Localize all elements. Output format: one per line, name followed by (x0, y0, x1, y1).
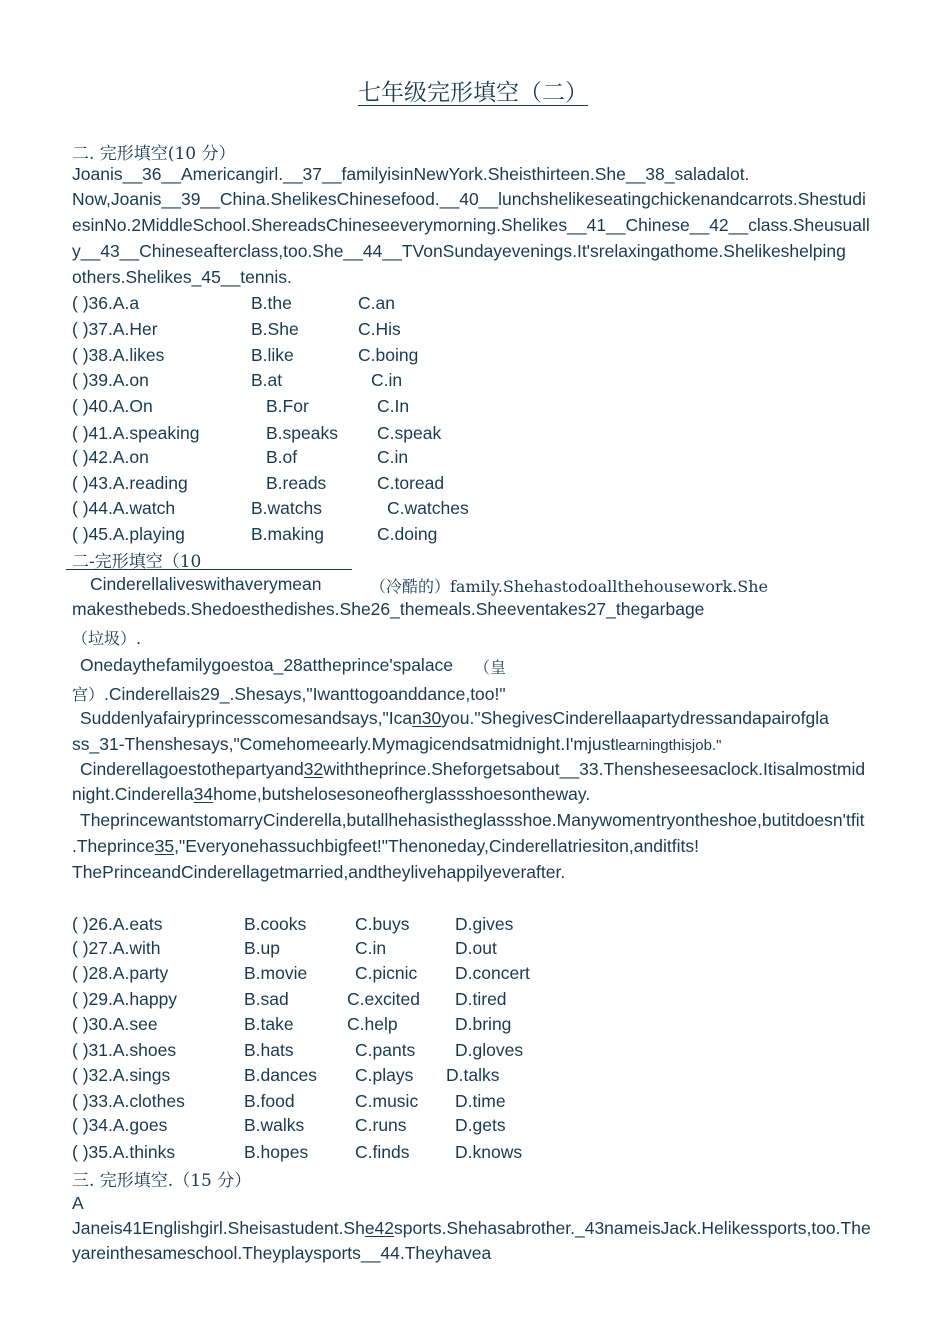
option-30-b: B.take (244, 1014, 294, 1034)
option-35-b: B.hopes (244, 1142, 309, 1162)
s2-line-8d: aclock.Itisalmostmid (708, 759, 866, 779)
option-34-d: D.gets (455, 1115, 506, 1135)
option-26-c: C.buys (355, 914, 410, 934)
s2-line-12: ThePrinceandCinderellagetmarried,andtheylivehappilyeverafter. (72, 862, 566, 882)
s2-line-9c: home,butshelosesoneofherglassshoesontheway. (213, 784, 591, 804)
option-34-c: C.runs (355, 1115, 407, 1135)
option-36-c: C.an (358, 293, 395, 313)
option-26-b: B.cooks (244, 914, 307, 934)
s1-passage-line-5: others.Shelikes_45__tennis. (72, 267, 292, 287)
s3-blank-42: e42 (364, 1218, 395, 1238)
s2-line-9a: night.Cinderella (72, 784, 194, 804)
option-33-d: D.time (455, 1091, 506, 1111)
section-3-heading: 三. 完形填空.（15 分） (72, 1171, 252, 1191)
s2-line-5b: .Cinderellais29_.Shesays,"Iwanttogoanddance,too!" (104, 684, 506, 704)
option-35-d: D.knows (455, 1142, 523, 1162)
option-31-b: B.hats (244, 1040, 294, 1060)
s2-line-9 (72, 784, 590, 805)
question-33: ( )33.A.clothes (72, 1091, 185, 1111)
s2-line-1a: Cinderellaliveswithaverymean (90, 574, 322, 594)
option-39-b: B.at (251, 370, 283, 390)
option-33-c: C.music (355, 1091, 419, 1111)
option-28-d: D.concert (455, 963, 530, 983)
option-34-b: B.walks (244, 1115, 305, 1135)
question-39: ( )39.A.on (72, 370, 149, 390)
s1-passage-line-4: y__43__Chineseafterclass,too.She__44__TVonSundayevenings.It'srelaxingathome.Shelikeshelping (72, 241, 846, 261)
s2-blank-32: 32 (303, 759, 324, 779)
option-44-b: B.watchs (251, 498, 322, 518)
option-38-c: C.boing (358, 345, 419, 365)
option-42-c: C.in (377, 447, 409, 467)
question-36: ( )36.A.a (72, 293, 140, 313)
s1-passage-line-3: esinNo.2MiddleSchool.ShereadsChineseeverymorning.Shelikes__41__Chinese__42__class.Sheusuall (72, 215, 870, 235)
option-44-c: C.watches (387, 498, 469, 518)
question-27: ( )27.A.with (72, 938, 161, 958)
s2-blank-35: 35 (154, 836, 175, 856)
s2-line-7a: ss_31-Thenshesays,"Comehomeearly.Mymagicendsatmidnight.I'mjust (72, 734, 616, 754)
s3-line-1c: sports.Shehasabrother._43nameisJack.Helikessports,too.The (394, 1218, 871, 1238)
option-26-d: D.gives (455, 914, 514, 934)
question-35: ( )35.A.thinks (72, 1142, 176, 1162)
s2-line-4a: Onedaythefamilygoestoa_28attheprince'spalace (80, 655, 454, 675)
s2-line-2: makesthebeds.Shedoesthedishes.She26_themeals.Sheeventakes27_thegarbage (72, 599, 705, 619)
question-45: ( )45.A.playing (72, 524, 185, 544)
question-41: ( )41.A.speaking (72, 423, 200, 443)
s2-line-7 (72, 734, 721, 755)
page-title: 七年级完形填空（二） (358, 80, 588, 106)
s2-line-1b (370, 574, 768, 597)
s2-line-11c: ,"Everyonehassuchbigfeet!"Thenoneday,Cinderellatriesiton,anditfits! (174, 836, 699, 856)
question-28: ( )28.A.party (72, 963, 169, 983)
option-45-c: C.doing (377, 524, 438, 544)
option-43-b: B.reads (266, 473, 327, 493)
s2-line-8a: Cinderellagoestothepartyand (80, 759, 304, 779)
option-43-c: C.toread (377, 473, 445, 493)
s2-line-11 (72, 836, 699, 857)
option-40-b: B.For (266, 396, 309, 416)
option-37-c: C.His (358, 319, 401, 339)
option-35-c: C.finds (355, 1142, 410, 1162)
option-45-b: B.making (251, 524, 324, 544)
s2-blank-34: 34 (193, 784, 214, 804)
question-40: ( )40.A.On (72, 396, 153, 416)
option-40-c: C.In (377, 396, 410, 416)
option-31-c: C.pants (355, 1040, 416, 1060)
s2-line-3: （垃圾）. (72, 629, 142, 648)
s2-line-5 (72, 682, 506, 705)
s3-line-1a: Janeis41Englishgirl.Sheisastudent.Sh (72, 1218, 365, 1238)
option-30-d: D.bring (455, 1014, 512, 1034)
s3-line-1 (72, 1218, 871, 1239)
section-3-part-a: A (72, 1193, 84, 1213)
option-33-b: B.food (244, 1091, 295, 1111)
question-34: ( )34.A.goes (72, 1115, 168, 1135)
section-1-heading: 二. 完形填空(10 分） (72, 144, 236, 164)
question-26: ( )26.A.eats (72, 914, 163, 934)
option-31-d: D.gloves (455, 1040, 524, 1060)
option-39-c: C.in (371, 370, 403, 390)
option-32-c: C.plays (355, 1065, 414, 1085)
s2-line-6 (80, 708, 829, 729)
s2-line-8 (80, 759, 865, 780)
option-32-b: B.dances (244, 1065, 317, 1085)
s2-line-11a: .Theprince (72, 836, 155, 856)
option-27-b: B.up (244, 938, 280, 958)
option-29-d: D.tired (455, 989, 507, 1009)
question-29: ( )29.A.happy (72, 989, 178, 1009)
s1-passage-line-2: Now,Joanis__39__China.ShelikesChinesefood.__40__lunchshelikeseatingchickenandcarrots.Shestudi (72, 189, 866, 209)
s2-line-10: TheprincewantstomarryCinderella,butallhehasistheglassshoe.Manywomentryontheshoe,butitdoesn'tfit (80, 810, 865, 830)
s2-line-4b: （皇 (474, 658, 507, 677)
option-27-c: C.in (355, 938, 387, 958)
option-27-d: D.out (455, 938, 497, 958)
option-38-b: B.like (251, 345, 294, 365)
option-30-c: C.help (347, 1014, 398, 1034)
option-37-b: B.She (251, 319, 299, 339)
option-41-c: C.speak (377, 423, 442, 443)
question-37: ( )37.A.Her (72, 319, 158, 339)
s2-line-8c: withtheprince.Sheforgetsabout__33.Thenshesees (323, 759, 709, 779)
s2-line-6c: you."ShegivesCinderellaapartydressandapairofgla (441, 708, 829, 728)
s1-passage-line-1: Joanis__36__Americangirl.__37__familyisinNewYork.Sheisthirteen.She__38_saladalot. (72, 164, 750, 184)
s3-line-2: yareinthesameschool.Theyplaysports__44.Theyhavea (72, 1243, 492, 1263)
question-32: ( )32.A.sings (72, 1065, 171, 1085)
section-2-divider (66, 569, 352, 570)
question-42: ( )42.A.on (72, 447, 149, 467)
option-42-b: B.of (266, 447, 298, 467)
question-30: ( )30.A.see (72, 1014, 158, 1034)
s2-line-5a: 宫） (72, 685, 105, 704)
option-28-c: C.picnic (355, 963, 418, 983)
option-29-c: C.excited (347, 989, 420, 1009)
option-36-b: B.the (251, 293, 292, 313)
question-44: ( )44.A.watch (72, 498, 176, 518)
s2-line-1b-text: （冷酷的）family.Shehastodoallthehousework.She (370, 577, 768, 596)
option-29-b: B.sad (244, 989, 289, 1009)
option-41-b: B.speaks (266, 423, 338, 443)
s2-line-7b: learningthisjob." (615, 737, 722, 754)
question-43: ( )43.A.reading (72, 473, 188, 493)
section-2-heading: 二-完形填空（10 (72, 552, 202, 572)
s2-blank-30: n30 (412, 708, 442, 728)
option-28-b: B.movie (244, 963, 308, 983)
s2-line-6a: Suddenlyafairyprincesscomesandsays,"Ica (80, 708, 413, 728)
question-38: ( )38.A.likes (72, 345, 165, 365)
question-31: ( )31.A.shoes (72, 1040, 177, 1060)
option-32-d: D.talks (446, 1065, 500, 1085)
